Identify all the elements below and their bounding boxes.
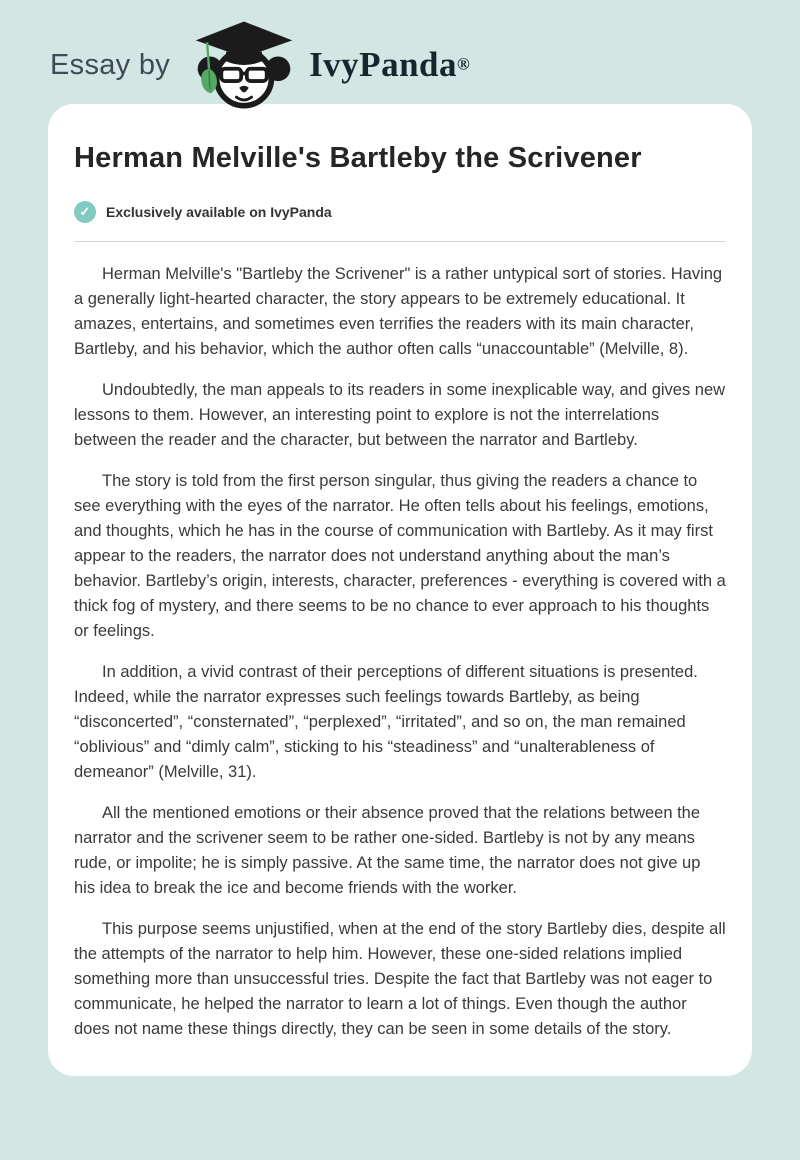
essay-paragraph: Undoubtedly, the man appeals to its readers in some inexplicable way, and gives new lessons to them. However, an interesting point to explore is not the interrelations between the reader and the character, but between the narrator and Bartleby. <box>74 381 726 449</box>
essay-paragraph: The story is told from the first person singular, thus giving the readers a chance to see everything with the eyes of the narrator. He often tells about his feelings, emotions, and thoughts, which he has in the course of communication with Bartleby. As it may first appear to the readers, the narrator does not understand anything about the man’s behavior. Bartleby’s origin, interests, character, preferences - everything is covered with a thick fog of mystery, and there seems to be no chance to ever approach to his thoughts or feelings. <box>74 472 726 640</box>
availability-badge <box>74 201 726 223</box>
essay-card <box>48 104 752 1076</box>
essay-by-label: Essay by <box>50 48 171 81</box>
availability-text: Exclusively available on IvyPanda <box>106 204 332 220</box>
essay-paragraph: All the mentioned emotions or their absence proved that the relations between the narrator and the scrivener seem to be rather one-sided. Bartleby is not by any means rude, or impolite; he is simply passive. At the same time, the narrator does not give up his idea to break the ice and become friends with the worker. <box>74 804 701 897</box>
panda-graduate-icon <box>192 21 296 109</box>
essay-paragraph: This purpose seems unjustified, when at the end of the story Bartleby dies, despite all the attempts of the narrator to help him. However, these one-sided relations implied something more than unsuccessful tries. Despite the fact that Bartleby was not eager to communicate, he helped the narrator to learn a lot of things. Even though the author does not name these things directly, they can be seen in some details of the story. <box>74 920 726 1038</box>
ivypanda-logo[interactable] <box>192 21 296 109</box>
site-header <box>0 0 800 104</box>
brand-name[interactable]: IvyPanda® <box>309 45 470 84</box>
page-title: Herman Melville's Bartleby the Scrivener <box>74 142 642 174</box>
essay-paragraph: Herman Melville's "Bartleby the Scrivener" is a rather untypical sort of stories. Having a generally light-hearted character, the story appears to be extremely educational. It amazes, entertains, and sometimes even terrifies the readers with its main character, Bartleby, and his behavior, which the author often calls “unaccountable” (Melville, 8). <box>74 265 723 358</box>
registered-mark: ® <box>457 54 470 74</box>
essay-paragraph: In addition, a vivid contrast of their perceptions of different situations is presented. Indeed, while the narrator expresses such feelings towards Bartleby, as being “disconcerted”, “consternated”, “perplexed”, “irritated”, and so on, the man remained “oblivious” and “dimly calm”, sticking to his “steadiness” and “unalterableness of demeanor” (Melville, 31). <box>74 663 698 781</box>
divider <box>74 241 726 242</box>
check-icon: ✓ <box>74 201 96 223</box>
essay-body <box>74 262 726 1042</box>
